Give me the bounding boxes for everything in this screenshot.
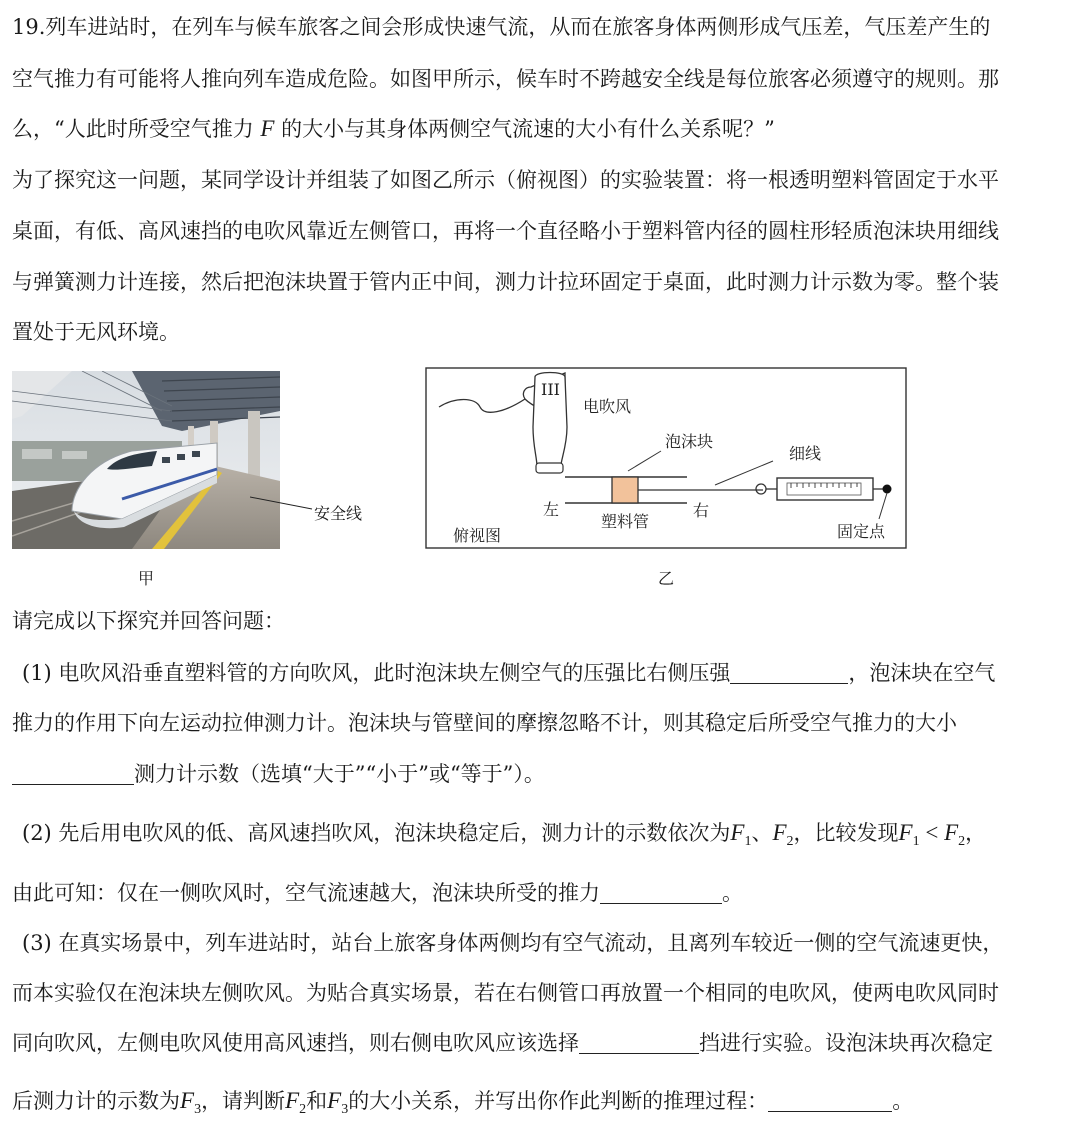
prompt-line: 请完成以下探究并回答问题： <box>12 609 285 633</box>
part3-text: 。 <box>892 1089 914 1113</box>
intro-line-7: 置处于无风环境。 <box>12 320 180 344</box>
part1-line-3 <box>12 759 545 789</box>
intro-text: 么，“人此时所受空气推力 <box>12 117 261 141</box>
intro-text: 列车进站时，在列车与候车旅客之间会形成快速气流，从而在旅客身体两侧形成气压差，气压差产生的 <box>45 15 991 39</box>
answer-blank-1[interactable] <box>730 661 848 684</box>
label-topview: 俯视图 <box>453 526 502 545</box>
diagram-frame <box>426 368 906 548</box>
part1-text: ，泡沫块在空气 <box>848 661 996 685</box>
figure-b-caption: 乙 <box>658 569 675 588</box>
part2-text: 由此可知：仅在一侧吹风时，空气流速越大，泡沫块所受的推力 <box>12 881 600 905</box>
part1-line-1 <box>22 658 995 688</box>
part3-text: 同向吹风，左侧电吹风使用高风速挡，则右侧电吹风应该选择 <box>12 1031 579 1055</box>
dryer-nozzle <box>536 463 563 473</box>
part3-text: 和 <box>306 1089 328 1113</box>
answer-blank-2[interactable] <box>12 762 134 785</box>
answer-blank-3[interactable] <box>600 881 722 904</box>
part2-text: 、 <box>751 821 773 845</box>
label-thread: 细线 <box>789 444 822 463</box>
part3-line-2: 而本实验仅在泡沫块左侧吹风。为贴合真实场景，若在右侧管口再放置一个相同的电吹风，使两电吹风同时 <box>12 981 999 1005</box>
part2-text: ， <box>965 821 987 845</box>
part1-line-2: 推力的作用下向左运动拉伸测力计。泡沫块与管壁间的摩擦忽略不计，则其稳定后所受空气推力的大小 <box>12 711 957 735</box>
label-right: 右 <box>693 501 710 520</box>
intro-line-3 <box>12 114 775 144</box>
intro-line-4: 为了探究这一问题，某同学设计并组装了如图乙所示（俯视图）的实验装置：将一根透明塑料管固定于水平 <box>12 168 999 192</box>
label-tube: 塑料管 <box>601 512 650 531</box>
fixed-point-icon <box>883 485 892 494</box>
figure-a-caption: 甲 <box>138 569 155 588</box>
part1-text: 测力计示数（选填“大于”“小于”或“等于”）。 <box>134 762 545 786</box>
intro-text: 的大小与其身体两侧空气流速的大小有什么关系呢？” <box>274 117 775 141</box>
intro-line-5: 桌面，有低、高风速挡的电吹风靠近左侧管口，再将一个直径略小于塑料管内径的圆柱形轻质泡沫块用细线 <box>12 219 999 243</box>
foam-block <box>612 477 638 503</box>
apparatus-diagram <box>425 367 907 549</box>
label-fixed-point: 固定点 <box>837 522 886 541</box>
train-photo <box>12 371 280 549</box>
label-foam: 泡沫块 <box>665 432 714 451</box>
part2-line-2 <box>12 878 743 908</box>
math-F1-lt-F2: $F_1 < F_2$ <box>898 820 966 849</box>
question-number: 19. <box>12 15 46 39</box>
math-F3: $F_3$ <box>327 1088 349 1117</box>
intro-line-6: 与弹簧测力计连接，然后把泡沫块置于管内正中间，测力计拉环固定于桌面，此时测力计示数为零。整个装 <box>12 270 999 294</box>
math-F: F <box>260 116 275 141</box>
part2-text: ，比较发现 <box>793 821 899 845</box>
math-F2: $F_2$ <box>772 820 794 849</box>
part1-text: (1) 电吹风沿垂直塑料管的方向吹风，此时泡沫块左侧空气的压强比右侧压强 <box>22 661 731 685</box>
part3-text: 挡进行实验。设泡沫块再次稳定 <box>699 1031 993 1055</box>
part3-line-3 <box>12 1028 993 1058</box>
part3-text: 的大小关系，并写出你作此判断的推理过程： <box>348 1089 769 1113</box>
intro-line-1 <box>12 12 990 42</box>
math-F3: $F_3$ <box>180 1088 202 1117</box>
spring-scale <box>777 478 873 500</box>
part3-line-1: (3) 在真实场景中，列车进站时，站台上旅客身体两侧均有空气流动，且离列车较近一侧的空气流速更快， <box>22 931 1004 955</box>
math-F2: $F_2$ <box>285 1088 307 1117</box>
part3-text: ，请判断 <box>201 1089 286 1113</box>
label-hairdryer: 电吹风 <box>583 397 632 416</box>
dryer-mark: III <box>541 380 560 399</box>
part3-text: 后测力计的示数为 <box>12 1089 180 1113</box>
label-left: 左 <box>543 500 560 519</box>
part2-text: 。 <box>722 881 743 905</box>
safety-line-label: 安全线 <box>314 504 363 523</box>
intro-line-2: 空气推力有可能将人推向列车造成危险。如图甲所示，候车时不跨越安全线是每位旅客必须遵守的规则。那 <box>12 67 999 91</box>
answer-blank-5[interactable] <box>768 1089 892 1112</box>
answer-blank-4[interactable] <box>579 1031 699 1054</box>
part2-line-1 <box>22 818 986 857</box>
part2-text: (2) 先后用电吹风的低、高风速挡吹风，泡沫块稳定后，测力计的示数依次为 <box>22 821 731 845</box>
part3-line-4 <box>12 1086 913 1125</box>
math-F1: $F_1$ <box>730 820 752 849</box>
